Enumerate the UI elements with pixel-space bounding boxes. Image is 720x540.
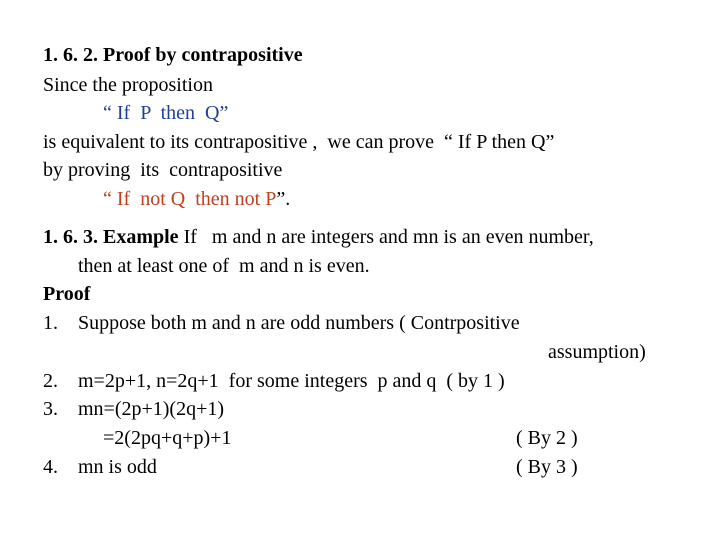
proposition-statement: “ If P then Q” [103, 102, 229, 124]
proof-step-text: mn is odd [78, 456, 157, 478]
proof-step-text: m=2p+1, n=2q+1 for some integers p and q ( by 1 ) [78, 370, 505, 392]
contrapositive-close-quote: ”. [276, 188, 291, 210]
proof-step-number: 1. [43, 312, 58, 334]
text-line: by proving its contrapositive [43, 159, 283, 181]
example-claim-line2: then at least one of m and n is even. [78, 255, 370, 277]
proof-step-text: Suppose both m and n are odd numbers ( Contrpositive [78, 312, 520, 334]
contrapositive-statement [103, 187, 290, 211]
proof-step-reason: ( By 3 ) [516, 456, 578, 478]
proof-step-number: 3. [43, 398, 58, 420]
section-heading-contrapositive: 1. 6. 2. Proof by contrapositive [43, 44, 303, 66]
proof-step-text: assumption) [548, 341, 646, 363]
proof-step-number: 2. [43, 370, 58, 392]
proof-step-reason: ( By 2 ) [516, 427, 578, 449]
proof-step-number: 4. [43, 456, 58, 478]
contrapositive-open-quote: “ [103, 188, 117, 210]
contrapositive-text: If not Q then not P [116, 188, 277, 210]
text-line: Since the proposition [43, 74, 213, 96]
example-heading: 1. 6. 3. Example [43, 226, 179, 248]
proof-step-text: mn=(2p+1)(2q+1) [78, 398, 225, 420]
example-claim-line [43, 225, 594, 249]
text-line: is equivalent to its contrapositive , we can prove “ If P then Q” [43, 131, 555, 153]
proof-step-text: =2(2pq+q+p)+1 [103, 427, 232, 449]
example-claim-text: If m and n are integers and mn is an even number, [178, 226, 594, 248]
proof-label: Proof [43, 283, 91, 305]
